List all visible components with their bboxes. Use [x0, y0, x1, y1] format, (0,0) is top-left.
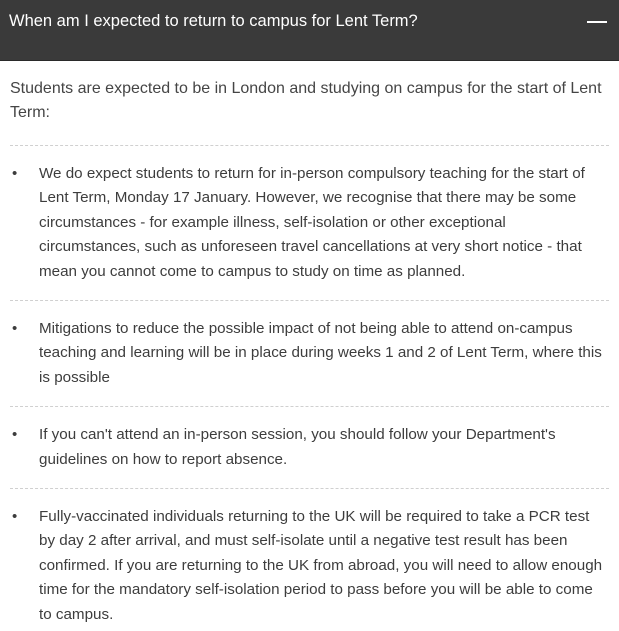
minus-collapse-icon[interactable] — [587, 15, 607, 29]
accordion-header[interactable] — [0, 0, 619, 61]
intro-paragraph: Students are expected to be in London and studying on campus for the start of Lent Term: — [10, 80, 602, 121]
list-item-text: Fully-vaccinated individuals returning to the UK will be required to take a PCR test by day 2 after arrival, and must self-isolate until a negative test result has been confirmed. If you are returning to the UK from abroad, you will need to allow enough time for the mandatory self-isolation period to pass before you will be able to come to campus. — [39, 508, 603, 623]
list-item — [10, 406, 609, 488]
list-item — [10, 488, 609, 631]
accordion-body — [0, 77, 619, 631]
accordion-title[interactable]: When am I expected to return to campus for Lent Term? — [9, 12, 418, 30]
list-item-text: If you can't attend an in-person session, you should follow your Department's guidelines on how to report absence. — [39, 426, 556, 468]
bullet-icon: • — [12, 508, 18, 526]
bullet-icon: • — [12, 320, 18, 338]
list-item — [10, 145, 609, 300]
bullet-icon: • — [12, 426, 18, 444]
list-item — [10, 300, 609, 406]
bullet-list — [10, 145, 609, 631]
list-item-text: We do expect students to return for in-person compulsory teaching for the start of Lent Term, Monday 17 January. However, we recognise that there may be some circumstances - for example illness, self-isolation or other exceptional circumstances, such as unforeseen travel cancellations at very short notice - that mean you cannot come to campus to study on time as planned. — [39, 165, 585, 280]
bullet-icon: • — [12, 165, 18, 182]
list-item-text: Mitigations to reduce the possible impact of not being able to attend on-campus teaching and learning will be in place during weeks 1 and 2 of Lent Term, where this is possible — [39, 320, 602, 386]
